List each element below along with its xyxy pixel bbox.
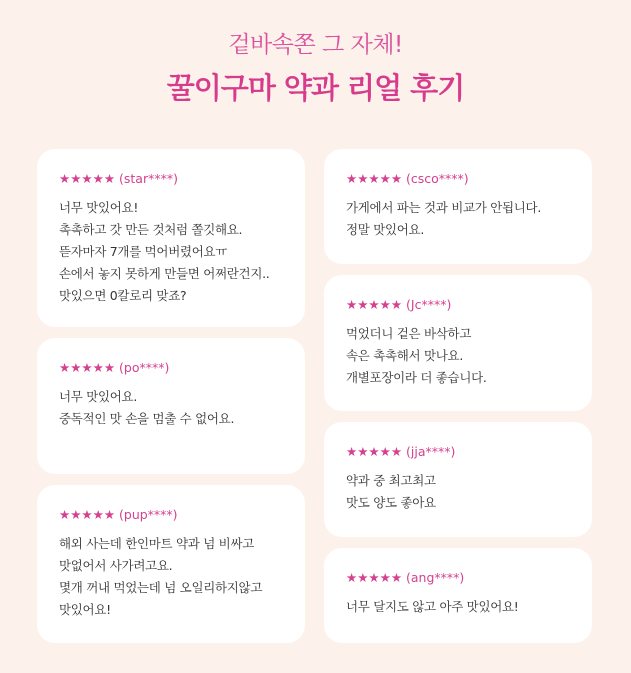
review-user: (po****) xyxy=(119,360,170,375)
review-line: 맛도 양도 좋아요 xyxy=(346,495,436,510)
review-text xyxy=(346,470,592,514)
star-rating-icon: ★★★★★ xyxy=(346,297,403,312)
review-line: 해외 사는데 한인마트 약과 넘 비싸고 xyxy=(59,536,254,551)
review-line: 개별포장이라 더 좋습니다. xyxy=(346,370,487,385)
review-line: 너무 맛있어요. xyxy=(59,389,137,404)
review-line: 맛있어요! xyxy=(59,602,111,617)
review-card xyxy=(37,485,305,643)
review-line: 맛있으면 0칼로리 맞죠? xyxy=(59,288,187,303)
review-line: 너무 달지도 않고 아주 맛있어요! xyxy=(346,599,519,614)
review-header xyxy=(59,360,305,375)
review-header xyxy=(346,444,592,459)
review-line: 정말 맛있어요. xyxy=(346,222,424,237)
page-subtitle: 겉바속쫀 그 자체! xyxy=(228,32,403,58)
review-line: 가게에서 파는 것과 비교가 안됩니다. xyxy=(346,200,541,215)
review-header xyxy=(59,171,305,186)
review-header xyxy=(346,570,592,585)
review-line: 먹었더니 겉은 바삭하고 xyxy=(346,326,472,341)
review-card xyxy=(324,275,592,411)
review-card xyxy=(324,548,592,643)
review-header xyxy=(346,171,592,186)
review-line: 맛없어서 사가려고요. xyxy=(59,558,173,573)
review-text xyxy=(346,197,592,241)
review-user: (csco****) xyxy=(406,171,469,186)
review-line: 너무 맛있어요! xyxy=(59,200,139,215)
review-header xyxy=(346,297,592,312)
review-line: 약과 중 최고최고 xyxy=(346,473,436,488)
review-text xyxy=(346,323,592,389)
review-card xyxy=(37,149,305,327)
star-rating-icon: ★★★★★ xyxy=(59,171,116,186)
review-header xyxy=(59,507,305,522)
review-line: 뜯자마자 7개를 먹어버렸어요ㅠ xyxy=(59,244,228,259)
review-line: 몇개 꺼내 먹었는데 넘 오일리하지않고 xyxy=(59,580,263,595)
star-rating-icon: ★★★★★ xyxy=(346,570,403,585)
review-text xyxy=(59,533,305,621)
star-rating-icon: ★★★★★ xyxy=(346,444,403,459)
review-line: 촉촉하고 갓 만든 것처럼 쫄깃해요. xyxy=(59,222,243,237)
review-card xyxy=(37,338,305,474)
star-rating-icon: ★★★★★ xyxy=(59,360,116,375)
review-user: (Jc****) xyxy=(406,297,452,312)
star-rating-icon: ★★★★★ xyxy=(59,507,116,522)
review-card xyxy=(324,422,592,537)
review-card xyxy=(324,149,592,264)
review-user: (ang****) xyxy=(406,570,465,585)
review-user: (pup****) xyxy=(119,507,178,522)
page-title: 꿀이구마 약과 리얼 후기 xyxy=(166,71,465,105)
review-user: (jja****) xyxy=(406,444,456,459)
review-text xyxy=(59,197,305,307)
review-text xyxy=(346,596,592,618)
review-line: 손에서 놓지 못하게 만들면 어쩌란건지.. xyxy=(59,266,270,281)
review-line: 중독적인 맛 손을 멈출 수 없어요. xyxy=(59,411,235,426)
review-text xyxy=(59,386,305,430)
star-rating-icon: ★★★★★ xyxy=(346,171,403,186)
review-line: 속은 촉촉해서 맛나요. xyxy=(346,348,463,363)
review-user: (star****) xyxy=(119,171,178,186)
